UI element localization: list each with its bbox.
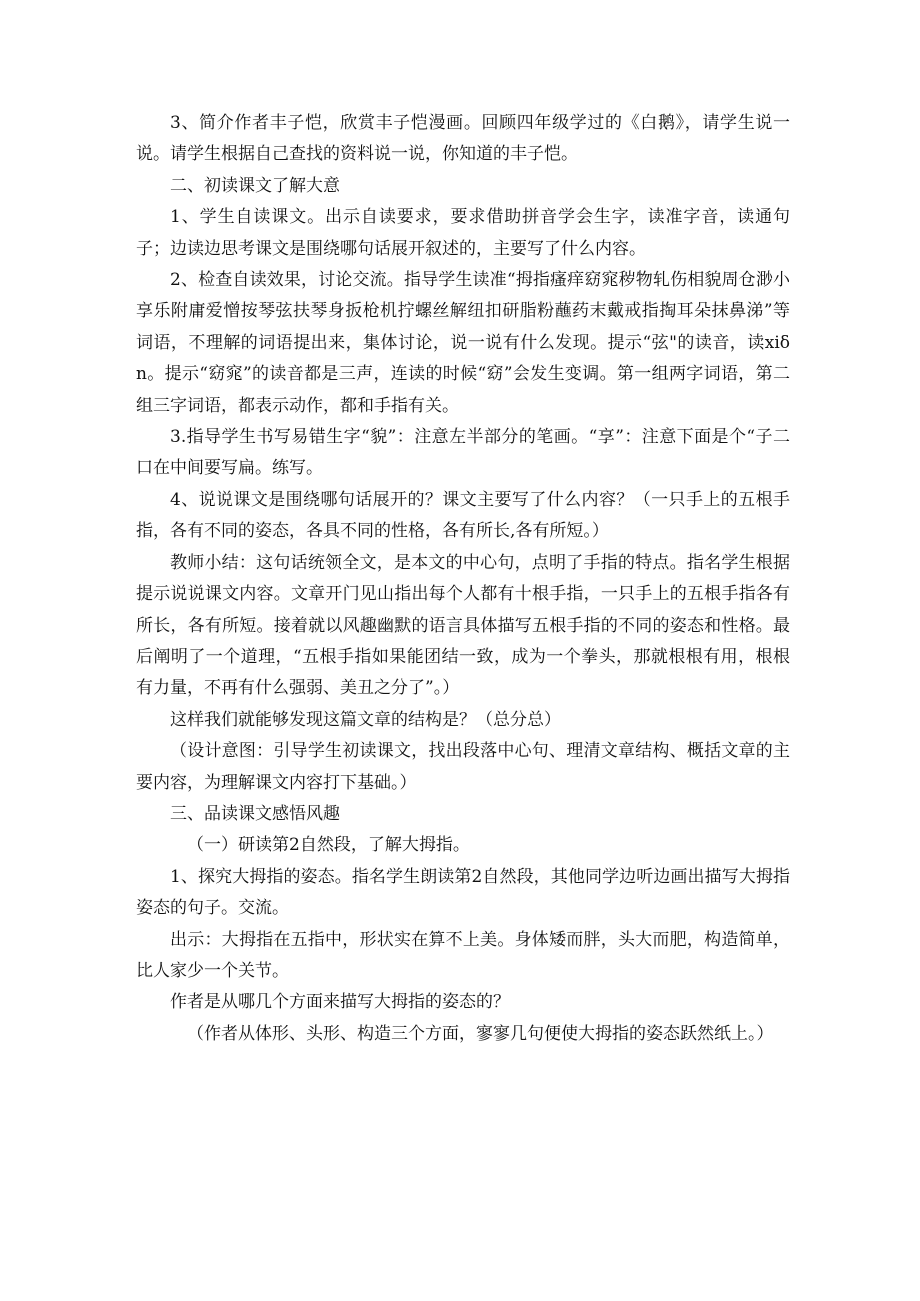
paragraph-design-intent: （设计意图：引导学生初读课文，找出段落中心句、理清文章结构、概括文章的主要内容，为理解课文内容打下基础。）: [136, 741, 790, 793]
paragraph-author-intro: 3、简介作者丰子恺，欣赏丰子恺漫画。回顾四年级学过的《白鹅》，请学生说一说。请学生根据自己查找的资料说一说，你知道的丰子恺。: [136, 113, 790, 165]
section-heading-first-reading: 二、初读课文了解大意: [170, 175, 340, 196]
paragraph-structure: 这样我们就能够发现这篇文章的结构是？（总分总）: [170, 709, 561, 730]
paragraph-writing-guidance: 3.指导学生书写易错生字“貌”：注意左半部分的笔画。“享”：注意下面是个“子二口在中间要写扁。练写。: [136, 427, 790, 479]
paragraph-thumb-answer: （作者从体形、头形、构造三个方面，寥寥几句便使大拇指的姿态跃然纸上。）: [187, 1023, 774, 1044]
document-body: [136, 108, 790, 1050]
paragraph-main-idea-question: 4、说说课文是围绕哪句话展开的？课文主要写了什么内容？（一只手上的五根手指，各有不同的姿态，各具不同的性格，各有所长,各有所短。）: [136, 489, 790, 542]
subsection-heading-thumb: （一）研读第2自然段，了解大拇指。: [187, 835, 470, 856]
paragraph-thumb-explore: 1、探究大拇指的姿态。指名学生朗读第2自然段，其他同学边听边画出描写大拇指姿态的句子。交流。: [136, 866, 790, 919]
paragraph-thumb-question: 作者是从哪几个方面来描写大拇指的姿态的？: [170, 992, 510, 1013]
section-heading-close-reading: 三、品读课文感悟风趣: [170, 803, 340, 824]
paragraph-teacher-summary: 教师小结：这句话统领全文，是本文的中心句，点明了手指的特点。指名学生根据提示说说课文内容。文章开门见山指出每个人都有十根手指，一只手上的五根手指各有所长，各有所短。接着就以风趣幽默的语言具体描写五根手指的不同的姿态和性格。最后阐明了一个道理，“五根手指如果能团结一致，成为一个拳头，那就根根有用，根根有力量，不再有什么强弱、美丑之分了”。）: [136, 552, 790, 699]
paragraph-check-reading: 2、检查自读效果，讨论交流。指导学生读准“拇指瘙痒窈窕秽物轧伤相貌周仓渺小享乐附庸爱憎按琴弦扶琴身扳枪机拧螺丝解纽扣研脂粉蘸药末戴戒指掏耳朵抹鼻涕”等词语，不理解的词语提出来，集体讨论，说一说有什么发现。提示“弦"的读音，读xiδn。提示“窈窕”的读音都是三声，连读的时候“窈”会发生变调。第一组两字词语，第二组三字词语，都表示动作，都和手指有关。: [136, 270, 790, 416]
paragraph-self-reading: 1、学生自读课文。出示自读要求，要求借助拼音学会生字，读准字音，读通句子；边读边思考课文是围绕哪句话展开叙述的，主要写了什么内容。: [136, 207, 790, 259]
paragraph-thumb-quote: 出示：大拇指在五指中，形状实在算不上美。身体矮而胖，头大而肥，构造简单，比人家少一个关节。: [136, 929, 790, 981]
